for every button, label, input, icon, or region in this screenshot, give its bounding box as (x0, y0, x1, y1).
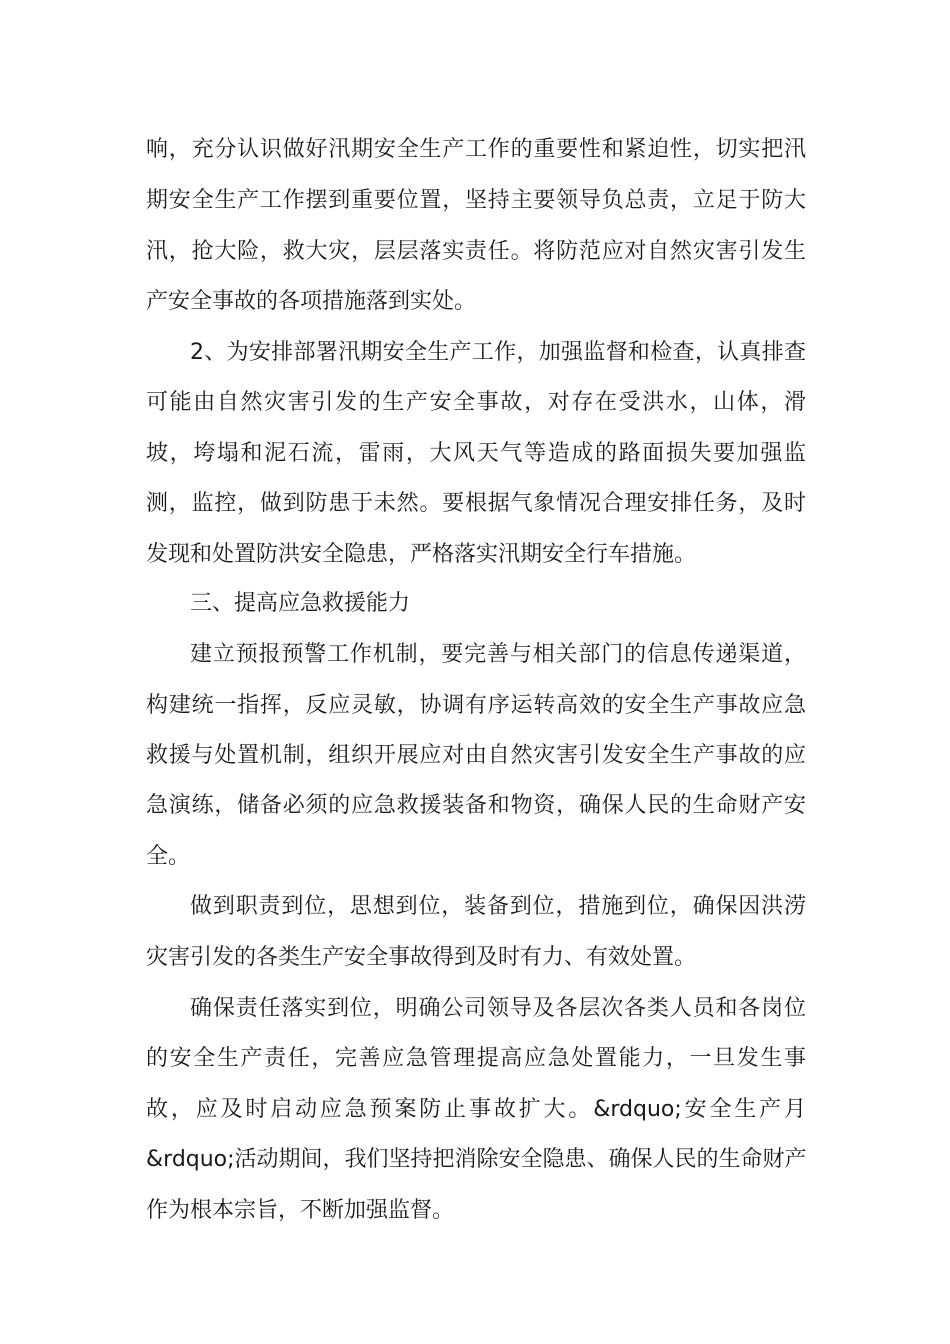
text-line: 期安全生产工作摆到重要位置，坚持主要领导负总责，立足于防大 (146, 188, 806, 213)
text-line: 汛，抢大险，救大灾，层层落实责任。将防范应对自然灾害引发生 (146, 239, 806, 264)
text-line: 构建统一指挥，反应灵敏，协调有序运转高效的安全生产事故应急 (146, 693, 806, 718)
text-line: 故，应及时启动应急预案防止事故扩大。&rdquo;安全生产月 (146, 1097, 806, 1122)
text-line: &rdquo;活动期间，我们坚持把消除安全隐患、确保人民的生命财产 (146, 1147, 807, 1172)
text-line: 测，监控，做到防患于未然。要根据气象情况合理安排任务，及时 (146, 491, 806, 516)
text-line: 坡，垮塌和泥石流，雷雨，大风天气等造成的路面损失要加强监 (146, 441, 806, 466)
text-line: 可能由自然灾害引发的生产安全事故，对存在受洪水，山体，滑 (146, 390, 806, 415)
text-line: 产安全事故的各项措施落到实处。 (146, 289, 477, 314)
text-line: 全。 (146, 844, 191, 869)
text-line: 确保责任落实到位，明确公司领导及各层次各类人员和各岗位 (190, 996, 806, 1021)
text-line: 的安全生产责任，完善应急管理提高应急处置能力，一旦发生事 (146, 1046, 806, 1071)
text-line: 发现和处置防洪安全隐患，严格落实汛期安全行车措施。 (146, 542, 697, 567)
text-line: 急演练，储备必须的应急救援装备和物资，确保人民的生命财产安 (146, 793, 806, 818)
text-line: 救援与处置机制，组织开展应对由自然灾害引发安全生产事故的应 (146, 743, 806, 768)
text-line: 建立预报预警工作机制，要完善与相关部门的信息传递渠道， (190, 642, 806, 667)
section-heading: 三、提高应急救援能力 (190, 591, 411, 616)
text-line: 响，充分认识做好汛期安全生产工作的重要性和紧迫性，切实把汛 (146, 137, 806, 162)
text-line: 作为根本宗旨，不断加强监督。 (146, 1198, 455, 1223)
text-line: 2、为安排部署汛期安全生产工作，加强监督和检查，认真排查 (190, 340, 806, 365)
text-line: 灾害引发的各类生产安全事故得到及时有力、有效处置。 (146, 945, 697, 970)
text-line: 做到职责到位，思想到位，装备到位，措施到位，确保因洪涝 (190, 894, 806, 919)
